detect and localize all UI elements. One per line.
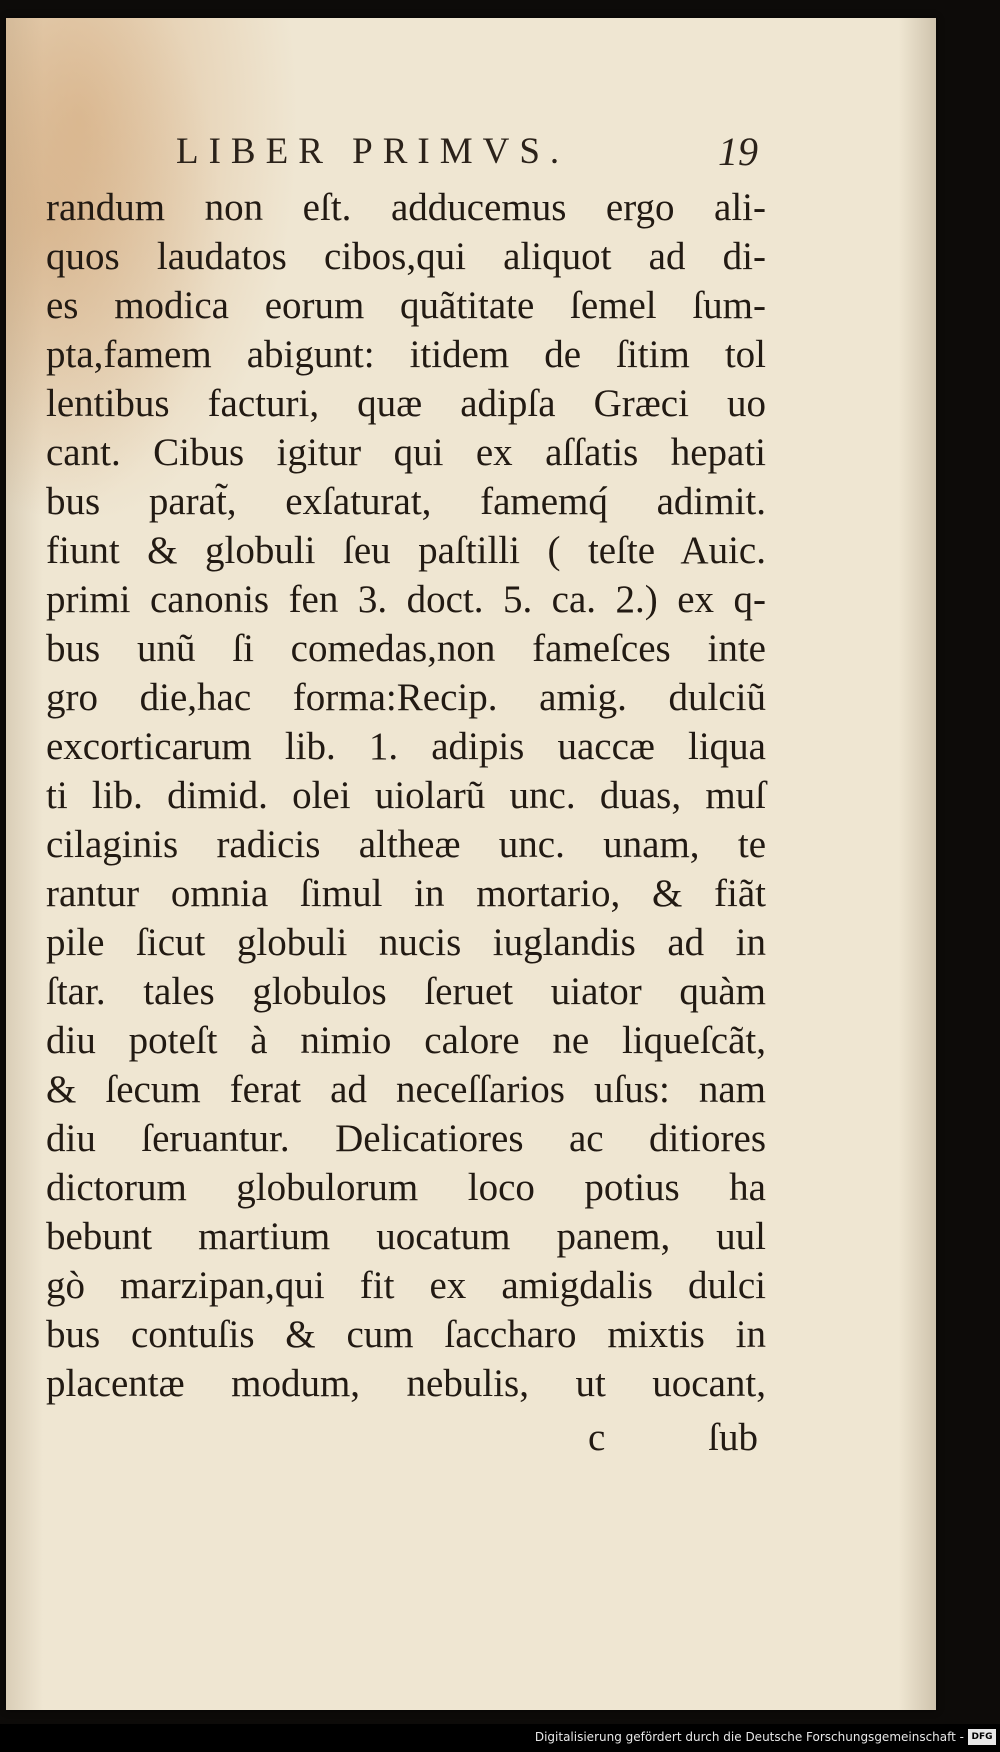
text-line: gò marzipan,qui fit ex amigdalis dulci: [46, 1264, 766, 1307]
book-page: [6, 18, 936, 1710]
running-head: [176, 130, 766, 180]
funding-credit: Digitalisierung gefördert durch die Deutsche Forschungsgemeinschaft -: [534, 1730, 964, 1744]
text-line: gro die,hac forma:Recip. amig. dulciũ: [46, 676, 766, 719]
signature-mark: c: [588, 1416, 606, 1459]
running-title: LIBER PRIMVS.: [176, 131, 570, 172]
text-line: diu ſeruantur. Delicatiores ac ditiores: [46, 1117, 766, 1160]
text-line: pile ſicut globuli nucis iuglandis ad in: [46, 921, 766, 964]
digitization-footer: [0, 1724, 1000, 1752]
catchword: ſub: [708, 1416, 758, 1459]
text-line: primi canonis fen 3. doct. 5. ca. 2.) ex q-: [46, 578, 766, 621]
page-foot: [588, 1415, 758, 1465]
text-line: lentibus facturi, quæ adipſa Græci uo: [46, 382, 766, 425]
text-line: cilaginis radicis altheæ unc. unam, te: [46, 823, 766, 866]
text-line: bebunt martium uocatum panem, uul: [46, 1215, 766, 1258]
text-block: [46, 183, 766, 1408]
text-line: bus unũ ſi comedas,non fameſces inte: [46, 627, 766, 670]
text-line: bus contuſis & cum ſaccharo mixtis in: [46, 1313, 766, 1356]
text-line: pta,famem abigunt: itidem de ſitim tol: [46, 333, 766, 376]
text-line: quos laudatos cibos,qui aliquot ad di-: [46, 235, 766, 278]
text-line: randum non eſt. adducemus ergo ali-: [46, 186, 766, 229]
text-line: ti lib. dimid. olei uiolarũ unc. duas, muſ: [46, 774, 766, 817]
text-line: ſtar. tales globulos ſeruet uiator quàm: [46, 970, 766, 1013]
text-line: placentæ modum, nebulis, ut uocant,: [46, 1362, 766, 1405]
text-line: & ſecum ferat ad neceſſarios uſus: nam: [46, 1068, 766, 1111]
text-line: diu poteſt à nimio calore ne liqueſcãt,: [46, 1019, 766, 1062]
text-line: fiunt & globuli ſeu paſtilli ( teſte Auic.: [46, 529, 766, 572]
text-line: excorticarum lib. 1. adipis uaccæ liqua: [46, 725, 766, 768]
text-line: es modica eorum quãtitate ſemel ſum-: [46, 284, 766, 327]
page-number: 19: [718, 129, 758, 174]
dfg-logo: DFG: [968, 1729, 996, 1745]
text-line: bus parat̃, exſaturat, famemq́ adimit.: [46, 480, 766, 523]
text-line: rantur omnia ſimul in mortario, & fiãt: [46, 872, 766, 915]
text-line: dictorum globulorum loco potius ha: [46, 1166, 766, 1209]
text-line: cant. Cibus igitur qui ex aſſatis hepati: [46, 431, 766, 474]
